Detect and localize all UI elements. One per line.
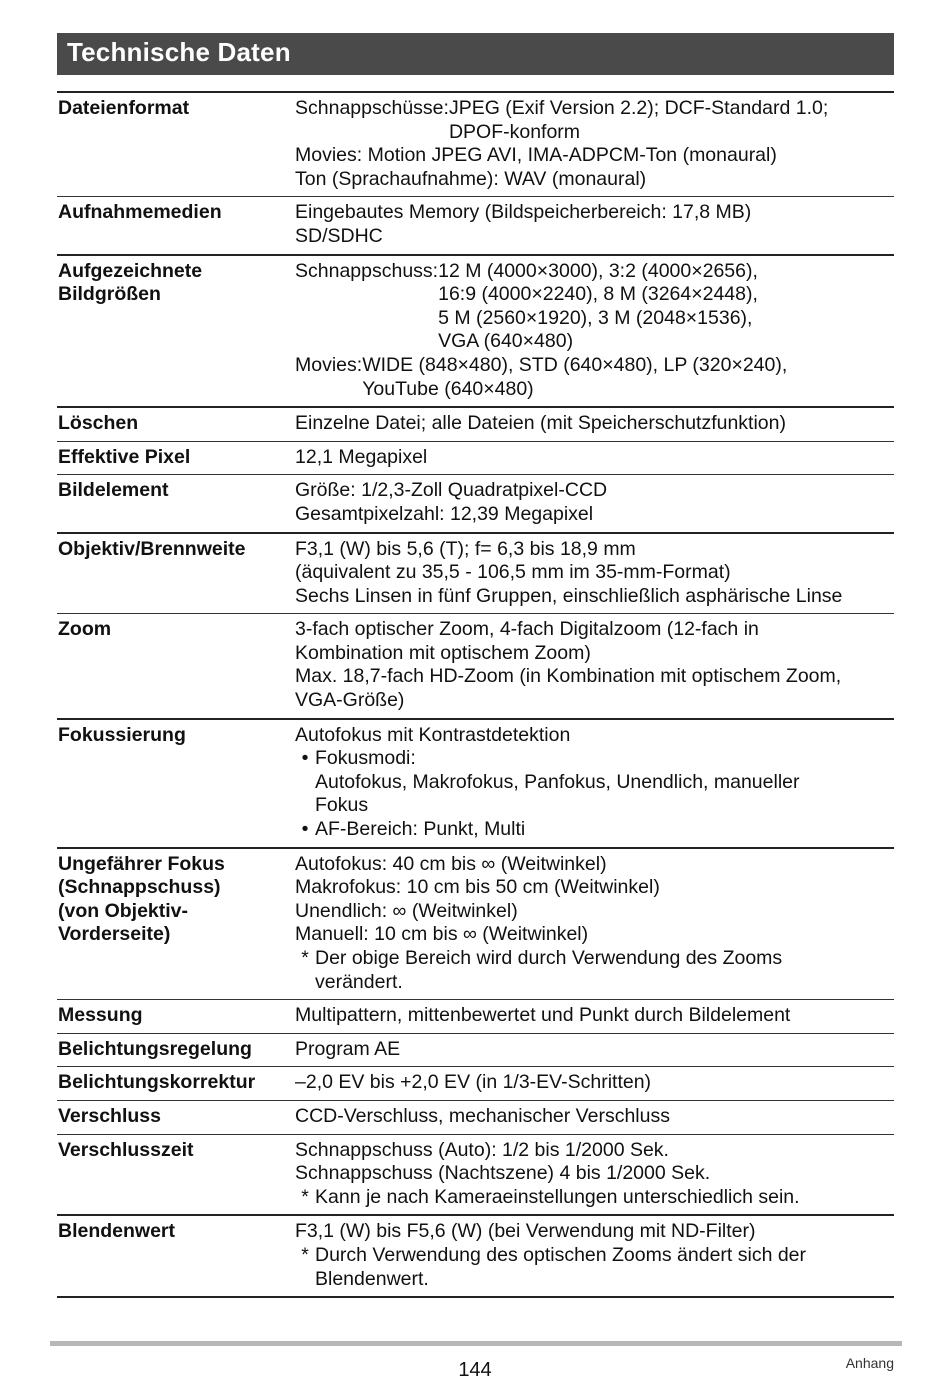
spec-label-line: Belichtungsregelung [58, 1037, 252, 1060]
spec-row [57, 442, 894, 476]
spec-value-line: Fokus [315, 794, 369, 817]
footer-section-name: Anhang [845, 1355, 894, 1371]
spec-value-hanging [295, 354, 894, 401]
spec-value-line: Schnappschuss (Auto): 1/2 bis 1/2000 Sek. [295, 1138, 669, 1161]
spec-label [57, 1220, 295, 1291]
spec-value-lead: Schnappschuss: [295, 259, 439, 282]
spec-value-note-text [315, 1186, 894, 1210]
spec-label [57, 260, 295, 402]
spec-value [295, 1038, 894, 1062]
spec-value-line: WIDE (848×480), STD (640×480), LP (320×240), [362, 353, 788, 376]
spec-value-line: Kombination mit optischem Zoom) [295, 641, 591, 664]
spec-value-line: 3-fach optischer Zoom, 4-fach Digitalzoom (12-fach in [295, 618, 759, 641]
spec-value-note [295, 1186, 894, 1210]
spec-label-line: Vorderseite) [58, 923, 171, 946]
spec-value-line: 5 M (2560×1920), 3 M (2048×1536), [438, 306, 753, 329]
spec-value [295, 412, 894, 436]
spec-value-line: SD/SDHC [295, 224, 383, 247]
page-title: Technische Daten [67, 37, 291, 67]
spec-value-note [295, 818, 894, 842]
spec-value-line: Größe: 1/2,3-Zoll Quadratpixel-CCD [295, 479, 608, 502]
spec-label [57, 479, 295, 526]
spec-value-line: Program AE [295, 1037, 401, 1060]
spec-label [57, 853, 295, 995]
spec-value-line: VGA (640×480) [438, 330, 574, 353]
spec-value [295, 1105, 894, 1129]
spec-value-line: YouTube (640×480) [362, 377, 534, 400]
spec-label [57, 1139, 295, 1210]
spec-value-line: F3,1 (W) bis 5,6 (T); f= 6,3 bis 18,9 mm [295, 537, 636, 560]
spec-label-line: Aufgezeichnete [58, 259, 203, 282]
spec-value-rest [362, 354, 894, 401]
spec-value-line: 12,1 Megapixel [295, 445, 428, 468]
spec-value-line: AF-Bereich: Punkt, Multi [315, 818, 526, 841]
spec-value-line: DPOF-konform [448, 120, 581, 143]
spec-value-hanging [295, 97, 894, 144]
asterisk-icon: * [301, 1243, 309, 1266]
spec-value-note-text [315, 947, 894, 994]
spec-row [57, 93, 894, 197]
spec-value-note-text [315, 747, 894, 818]
spec-label-line: Messung [58, 1004, 143, 1027]
footer-divider [50, 1341, 902, 1346]
spec-value-lead: Schnappschüsse: [295, 97, 449, 119]
spec-value-line: Manuell: 10 cm bis ∞ (Weitwinkel) [295, 923, 589, 946]
spec-value-line: Autofokus mit Kontrastdetektion [295, 723, 571, 746]
spec-value-line: –2,0 EV bis +2,0 EV (in 1/3-EV-Schritten) [295, 1071, 652, 1094]
spec-label-line: (von Objektiv- [58, 899, 189, 922]
spec-label [57, 97, 295, 191]
spec-value-note-text [315, 1244, 894, 1291]
spec-label-line: Löschen [58, 412, 139, 435]
spec-value-line: Movies: Motion JPEG AVI, IMA-ADPCM-Ton (monaural) [295, 144, 777, 167]
spec-value-line: F3,1 (W) bis F5,6 (W) (bei Verwendung mit ND-Filter) [295, 1220, 756, 1243]
spec-label-line: Verschluss [58, 1104, 161, 1127]
spec-row [57, 408, 894, 442]
spec-value-line: Autofokus, Makrofokus, Panfokus, Unendlich, manueller [315, 770, 800, 793]
spec-value [295, 1071, 894, 1095]
bullet-icon: • [301, 747, 309, 770]
spec-value-note [295, 747, 894, 818]
spec-label-line: Ungefährer Fokus [58, 852, 225, 875]
spec-value-rest [438, 260, 894, 354]
spec-value [295, 1004, 894, 1028]
spec-row [57, 849, 894, 1001]
spec-value-line: Ton (Sprachaufnahme): WAV (monaural) [295, 167, 647, 190]
spec-label-line: Blendenwert [58, 1220, 176, 1243]
spec-value-line: Gesamtpixelzahl: 12,39 Megapixel [295, 502, 594, 525]
spec-value [295, 853, 894, 995]
spec-label [57, 1071, 295, 1095]
spec-label [57, 1038, 295, 1062]
section-title-bar [57, 33, 894, 75]
spec-label-line: Verschlusszeit [58, 1138, 194, 1161]
spec-value-line: Unendlich: ∞ (Weitwinkel) [295, 899, 518, 922]
spec-label-line: Bildgrößen [58, 283, 161, 306]
spec-value-line: Sechs Linsen in fünf Gruppen, einschließlich asphärische Linse [295, 584, 843, 607]
spec-row [57, 614, 894, 719]
spec-value-line: verändert. [315, 970, 403, 993]
spec-row [57, 1101, 894, 1135]
spec-value [295, 1139, 894, 1210]
spec-row [57, 256, 894, 409]
bullet-icon: • [301, 818, 309, 841]
spec-row [57, 1216, 894, 1298]
spec-label [57, 412, 295, 436]
spec-value [295, 260, 894, 402]
spec-label [57, 618, 295, 712]
spec-value [295, 538, 894, 609]
spec-label-line: Fokussierung [58, 723, 186, 746]
spec-row [57, 720, 894, 849]
spec-row [57, 1034, 894, 1068]
spec-label-line: Dateienformat [58, 97, 190, 119]
spec-value [295, 479, 894, 526]
spec-value-note [295, 1244, 894, 1291]
asterisk-icon: * [301, 947, 309, 969]
spec-value-line: Kann je nach Kameraeinstellungen unterschiedlich sein. [315, 1185, 800, 1208]
spec-label-line: Zoom [58, 618, 112, 641]
spec-value-line: 16:9 (4000×2240), 8 M (3264×2448), [438, 283, 758, 306]
spec-value-line: VGA-Größe) [295, 689, 405, 712]
spec-table [57, 91, 894, 1298]
spec-value-note [295, 947, 894, 994]
spec-value-hanging [295, 260, 894, 354]
spec-value-line: CCD-Verschluss, mechanischer Verschluss [295, 1104, 670, 1127]
spec-label [57, 1105, 295, 1129]
spec-label-line: (Schnappschuss) [58, 876, 221, 899]
spec-value-line: Multipattern, mittenbewertet und Punkt durch Bildelement [295, 1004, 791, 1027]
spec-value-line: Schnappschuss (Nachtszene) 4 bis 1/2000 Sek. [295, 1162, 711, 1185]
spec-label-line: Effektive Pixel [58, 445, 191, 468]
spec-value [295, 724, 894, 842]
spec-value-lead: Movies: [295, 353, 363, 376]
spec-value [295, 446, 894, 470]
spec-label [57, 538, 295, 609]
spec-row [57, 1067, 894, 1101]
spec-value [295, 201, 894, 248]
spec-value [295, 1220, 894, 1291]
spec-value-line: Fokusmodi: [315, 747, 416, 770]
spec-value-line: Der obige Bereich wird durch Verwendung des Zooms [315, 947, 783, 969]
spec-value-line: Durch Verwendung des optischen Zooms ändert sich der [315, 1243, 807, 1266]
spec-row [57, 1000, 894, 1034]
spec-label [57, 724, 295, 842]
asterisk-icon: * [301, 1185, 309, 1208]
spec-value-line: JPEG (Exif Version 2.2); DCF-Standard 1.0; [448, 97, 829, 119]
spec-value-line: Autofokus: 40 cm bis ∞ (Weitwinkel) [295, 852, 607, 875]
spec-value-line: Makrofokus: 10 cm bis 50 cm (Weitwinkel) [295, 876, 660, 899]
spec-label-line: Aufnahmemedien [58, 201, 222, 224]
spec-value-line: 12 M (4000×3000), 3:2 (4000×2656), [438, 259, 758, 282]
spec-value-line: Eingebautes Memory (Bildspeicherbereich: 17,8 MB) [295, 201, 752, 224]
spec-label [57, 201, 295, 248]
spec-value-note-text [315, 818, 894, 842]
spec-value-line: (äquivalent zu 35,5 - 106,5 mm im 35-mm-Format) [295, 561, 731, 584]
spec-label [57, 1004, 295, 1028]
spec-value [295, 97, 894, 191]
spec-value [295, 618, 894, 712]
spec-row [57, 1135, 894, 1217]
spec-label-line: Objektiv/Brennweite [58, 537, 246, 560]
spec-value-line: Einzelne Datei; alle Dateien (mit Speicherschutzfunktion) [295, 412, 786, 435]
spec-row [57, 534, 894, 615]
spec-value-line: Blendenwert. [315, 1267, 429, 1290]
spec-row [57, 197, 894, 255]
spec-label-line: Belichtungskorrektur [58, 1071, 256, 1094]
spec-value-line: Max. 18,7-fach HD-Zoom (in Kombination mit optischem Zoom, [295, 665, 842, 688]
spec-label-line: Bildelement [58, 479, 169, 502]
page-number: 144 [458, 1359, 492, 1381]
spec-label [57, 446, 295, 470]
spec-value-rest [449, 97, 894, 144]
spec-row [57, 475, 894, 533]
